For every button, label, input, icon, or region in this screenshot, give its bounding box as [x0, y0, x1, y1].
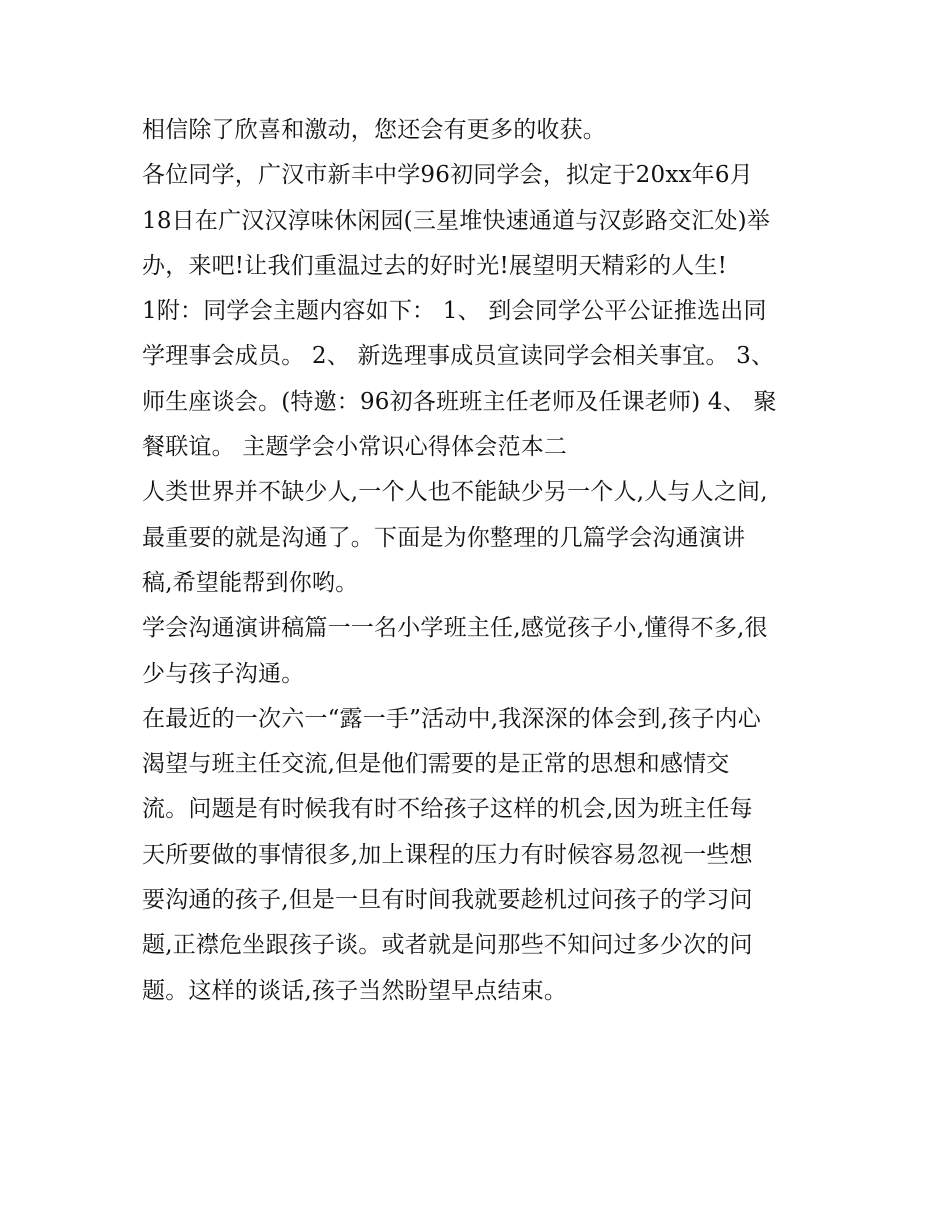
document-body: [142, 108, 812, 1014]
text-line: 各位同学，广汉市新丰中学96初同学会，拟定于20xx年6月: [142, 162, 753, 189]
text-line: 在最近的一次六一“露一手”活动中,我深深的体会到,孩子内心: [142, 705, 761, 732]
text-line: 人类世界并不缺少人,一个人也不能缺少另一个人,人与人之间,: [142, 479, 768, 506]
text-line: 最重要的就是沟通了。下面是为你整理的几篇学会沟通演讲: [142, 524, 746, 551]
text-line: 渴望与班主任交流,但是他们需要的是正常的思想和感情交: [142, 751, 730, 778]
text-line: 办，来吧!让我们重温过去的好时光!展望明天精彩的人生!: [142, 252, 728, 279]
text-line: 题,正襟危坐跟孩子谈。或者就是问那些不知问过多少次的问: [142, 932, 753, 959]
text-line: 师生座谈会。(特邀：96初各班班主任老师及任课老师) 4、 聚: [142, 388, 777, 415]
text-line: 1附：同学会主题内容如下： 1、 到会同学公平公证推选出同: [142, 298, 767, 325]
text-line: 题。这样的谈话,孩子当然盼望早点结束。: [142, 977, 568, 1004]
text-line: 18日在广汉汉淳味休闲园(三星堆快速通道与汉彭路交汇处)举: [142, 207, 771, 234]
text-line: 要沟通的孩子,但是一旦有时间我就要趁机过问孩子的学习问: [142, 887, 753, 914]
text-line: 少与孩子沟通。: [142, 660, 305, 687]
text-line: 稿,希望能帮到你哟。: [142, 569, 359, 596]
text-line: 流。问题是有时候我有时不给孩子这样的机会,因为班主任每: [142, 796, 753, 823]
text-line: 餐联谊。 主题学会小常识心得体会范本二: [142, 434, 568, 461]
text-line: 相信除了欣喜和激动，您还会有更多的收获。: [142, 117, 606, 143]
text-line: 天所要做的事情很多,加上课程的压力有时候容易忽视一些想: [142, 841, 753, 868]
text-line: 学会沟通演讲稿篇一一名小学班主任,感觉孩子小,懂得不多,很: [142, 615, 768, 642]
text-line: 学理事会成员。 2、 新选理事成员宣读同学会相关事宜。 3、: [142, 343, 775, 370]
